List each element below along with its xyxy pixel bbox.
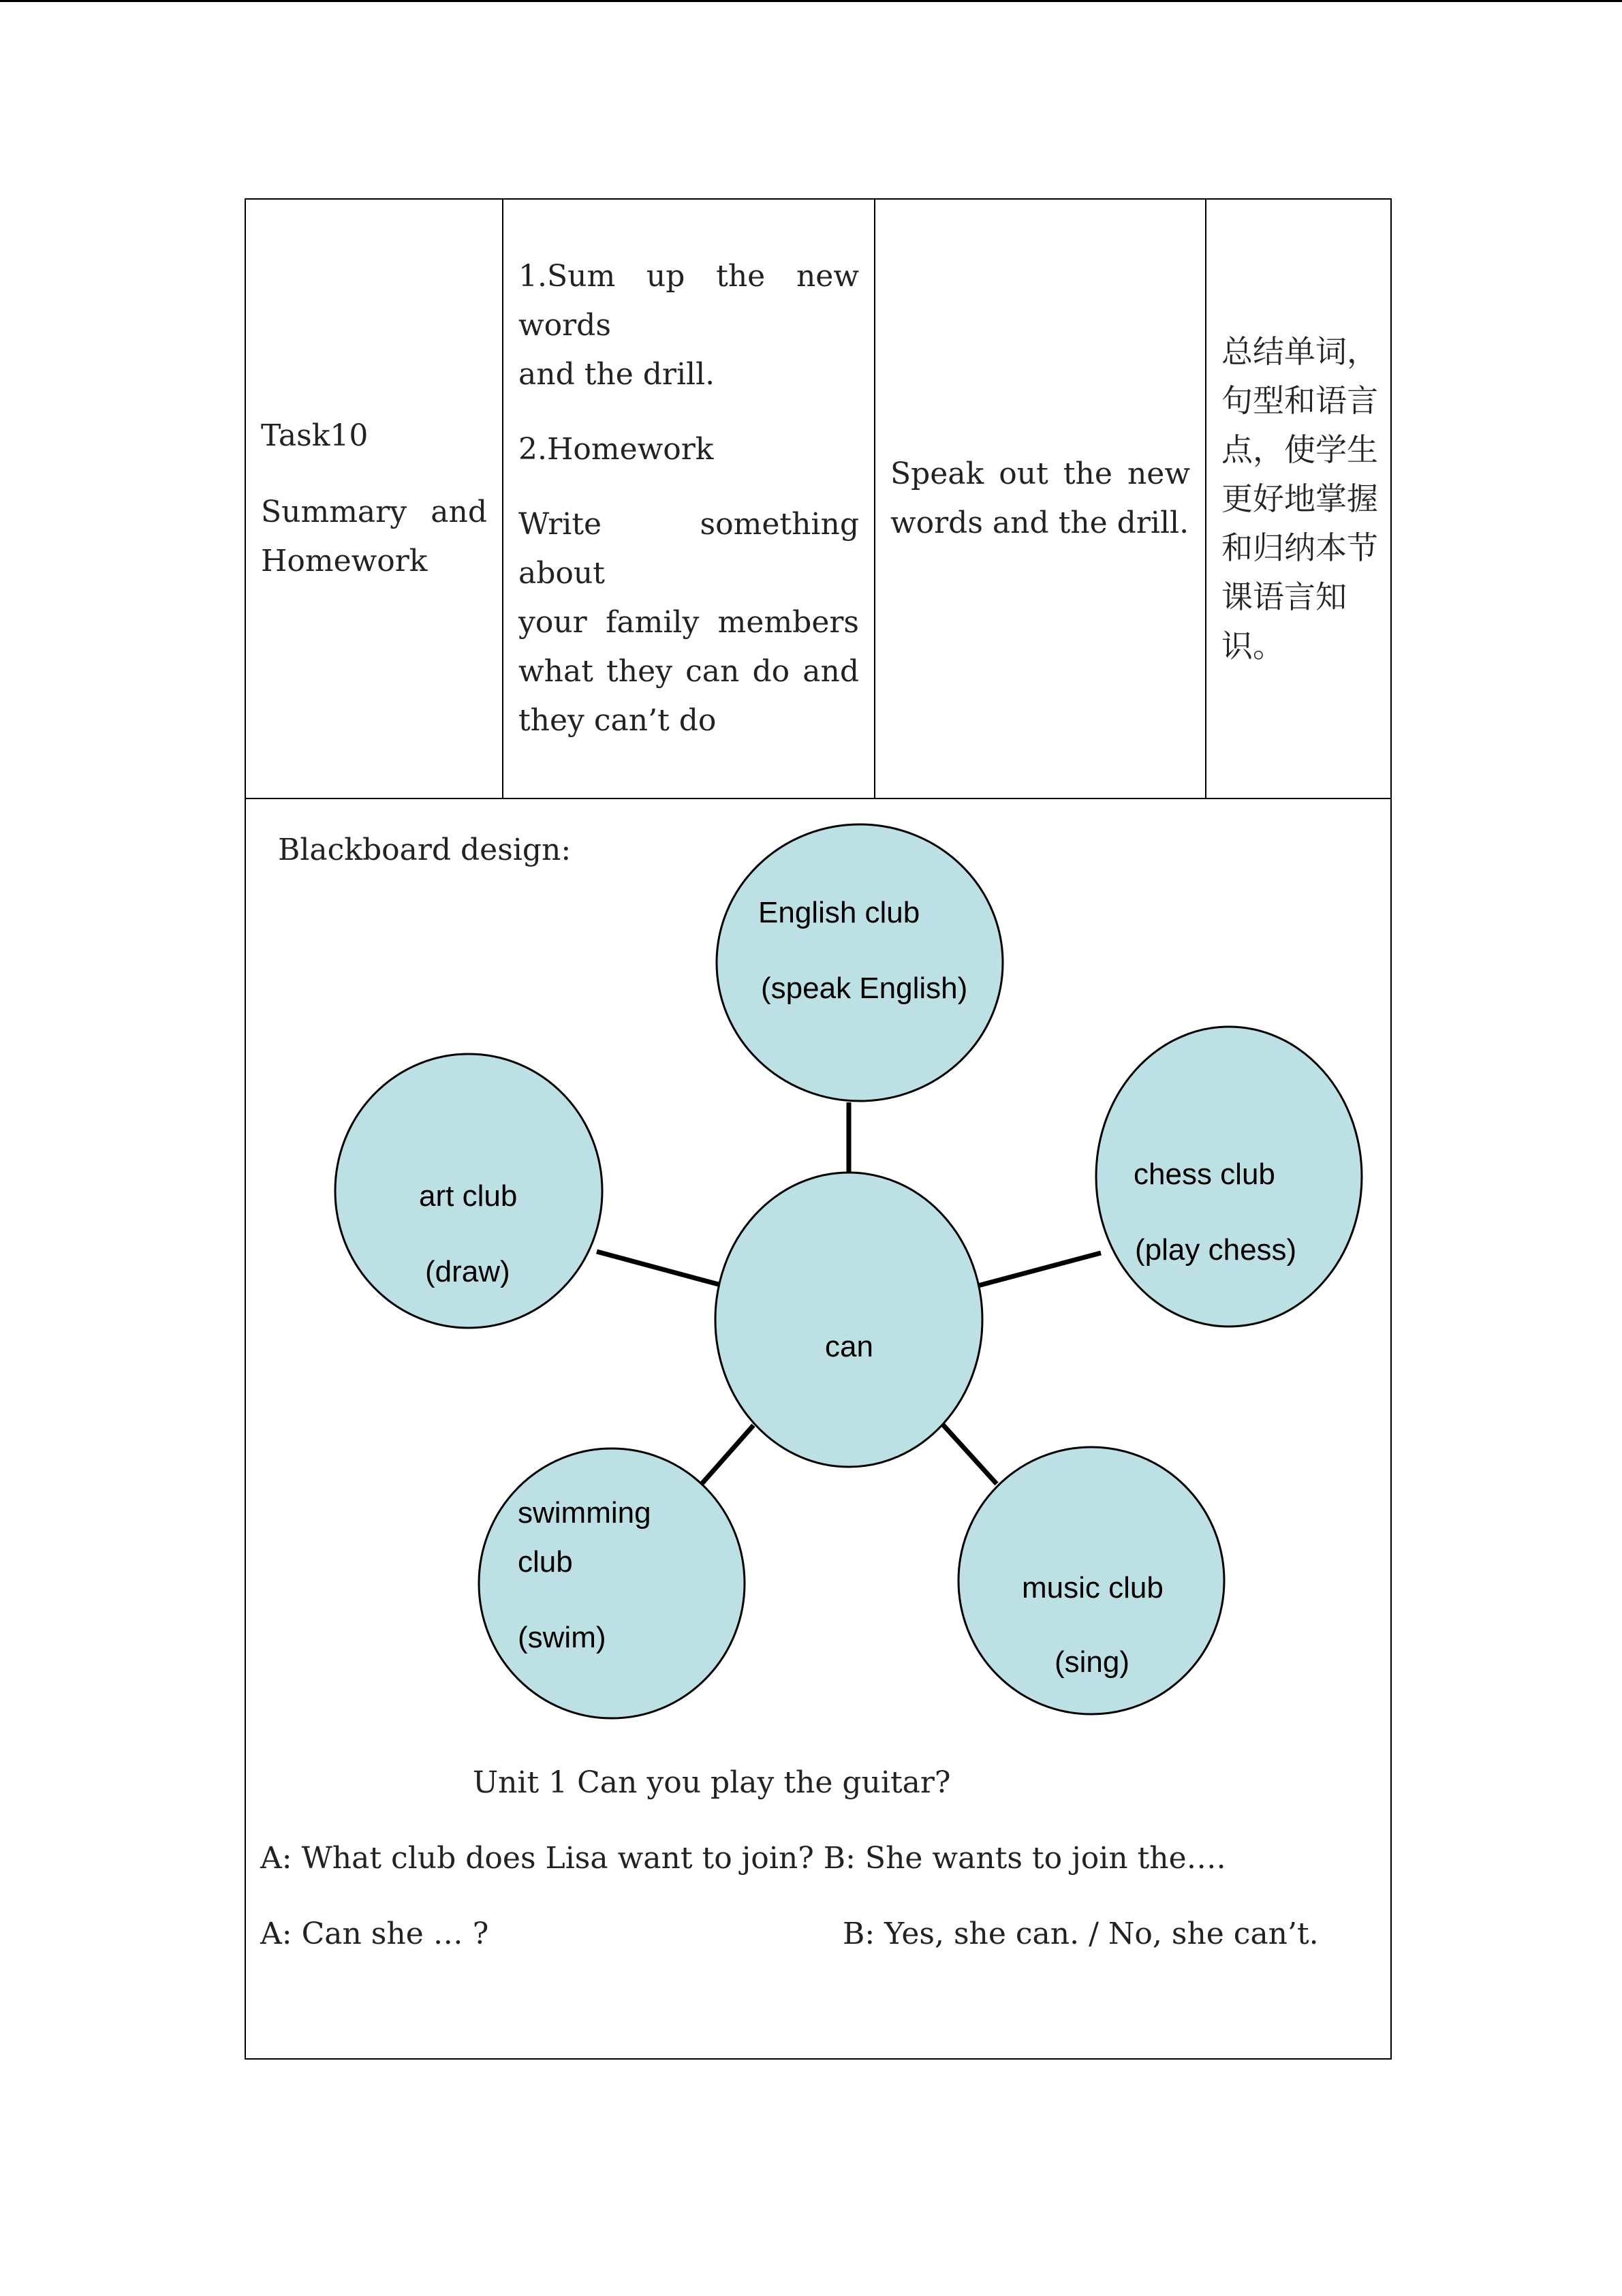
connector-music: [943, 1425, 997, 1484]
task-title-line-2: Homework: [261, 544, 428, 578]
art-club-activity: (draw): [425, 1255, 510, 1288]
dialog-answer: B: Yes, she can. / No, she can’t.: [843, 1917, 1319, 1951]
purpose-line: 更好地掌握: [1221, 480, 1378, 517]
step-1-line-1: 1.Sum up the new words: [518, 259, 859, 343]
purpose-line: 课语言知: [1221, 578, 1347, 615]
purpose-line: 识。: [1221, 627, 1284, 664]
chess-club-name: chess club: [1134, 1158, 1275, 1191]
student-activity-line-1: Speak out the new: [890, 456, 1190, 491]
english-club-name: English club: [758, 896, 920, 929]
dialog-line-1: A: What club does Lisa want to join? B: She wants to join the….: [260, 1841, 1226, 1876]
homework-line-1: Write something about: [518, 507, 859, 591]
purpose-line: 点，使学生: [1221, 431, 1378, 468]
task-label: Task10: [261, 418, 369, 453]
connector-art: [597, 1252, 721, 1285]
bubble-can: [715, 1173, 982, 1467]
blackboard-label: Blackboard design:: [278, 833, 572, 867]
swimming-club-name-line-2: club: [518, 1545, 573, 1579]
task-title-line: Summary and: [261, 495, 487, 529]
step-1-line-2: and the drill.: [518, 357, 715, 392]
connector-chess: [978, 1253, 1101, 1286]
homework-line-3: what they can do and: [518, 654, 859, 689]
english-club-activity: (speak English): [761, 972, 968, 1005]
bubble-swimming-club: [479, 1448, 745, 1718]
swimming-club-activity: (swim): [518, 1621, 606, 1654]
music-club-activity: (sing): [1055, 1645, 1130, 1679]
center-can: can: [825, 1330, 873, 1363]
homework-line-2: your family members: [518, 605, 859, 640]
purpose-line: 和归纳本节: [1221, 529, 1378, 566]
chess-club-activity: (play chess): [1135, 1233, 1297, 1267]
purpose-line: 总结单词，: [1221, 333, 1378, 370]
connector-swimming: [702, 1425, 753, 1484]
swimming-club-name-line-1: swimming: [518, 1496, 651, 1530]
music-club-name: music club: [1022, 1571, 1164, 1604]
dialog-question: A: Can she … ?: [260, 1917, 489, 1951]
blackboard-diagram: [0, 2, 1622, 2296]
unit-title: Unit 1 Can you play the guitar?: [473, 1765, 951, 1800]
bubble-english-club: [717, 824, 1003, 1101]
student-activity-line-2: words and the drill.: [890, 506, 1189, 540]
homework-line-4: they can’t do: [518, 703, 717, 738]
step-2: 2.Homework: [518, 432, 714, 467]
purpose-line: 句型和语言: [1221, 382, 1378, 419]
art-club-name: art club: [419, 1179, 518, 1213]
